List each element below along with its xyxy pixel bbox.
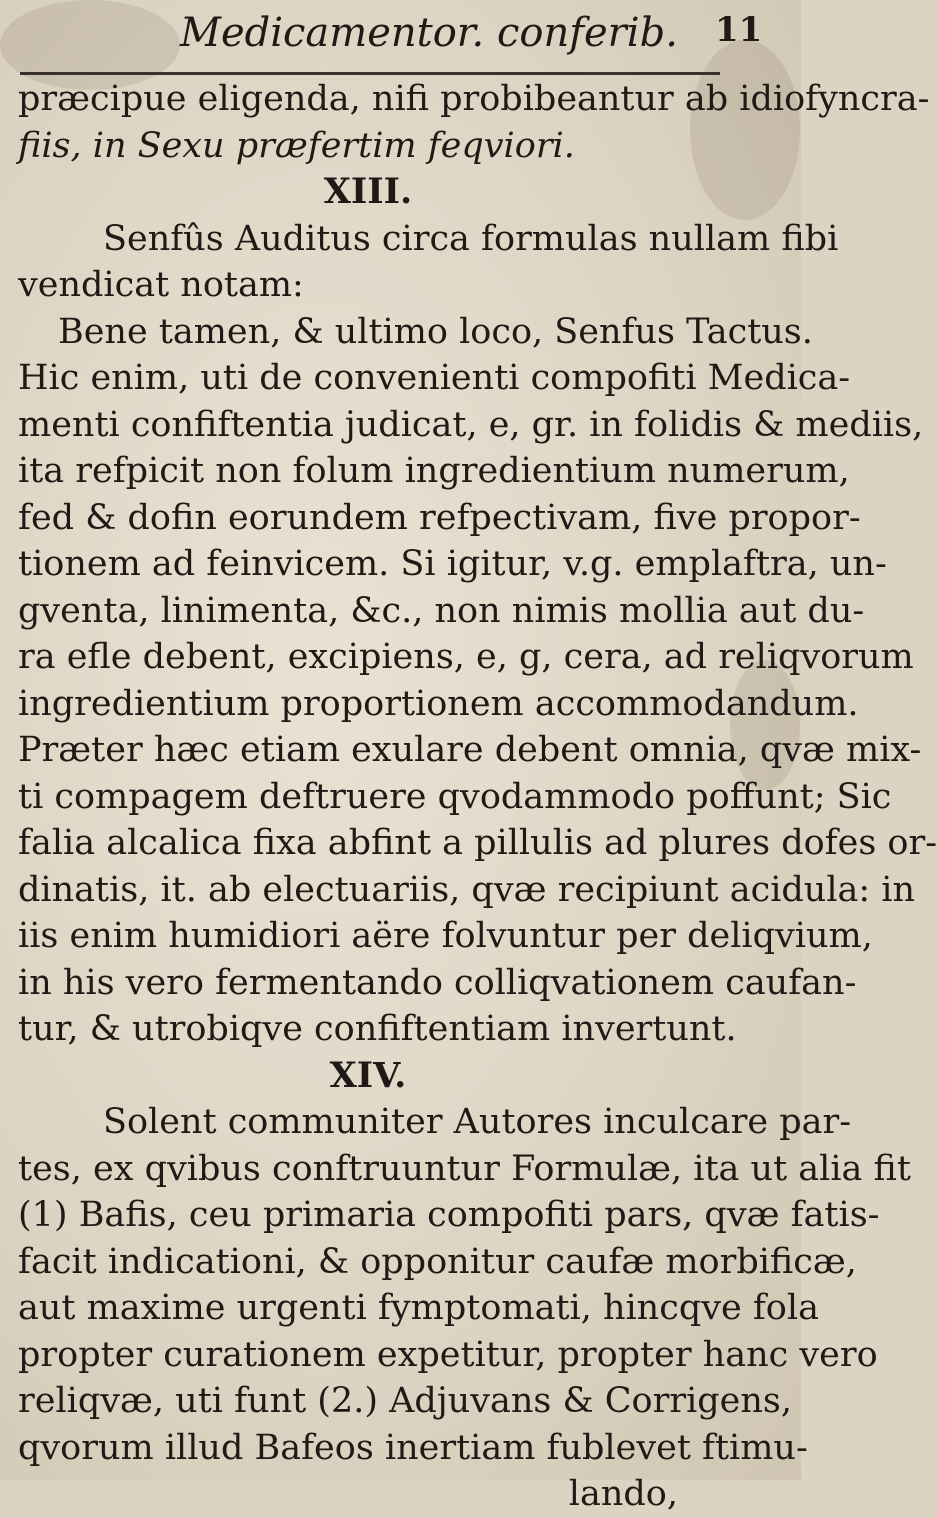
text-line: in his vero fermentando colliqvationem caufan- xyxy=(18,962,857,1003)
text-line: tionem ad feinvicem. Si igitur, v.g. emplaftra, un- xyxy=(18,544,887,584)
running-header xyxy=(180,10,763,70)
text-line: propter curationem expetitur, propter hanc vero xyxy=(18,1334,878,1375)
text-line: dinatis, it. ab electuariis, qvæ recipiunt acidula: in xyxy=(18,869,916,910)
text-line: ingredientium proportionem accommodandum. xyxy=(18,683,859,724)
text-line: Hic enim, uti de convenienti compofiti Medica- xyxy=(18,358,851,398)
text-line: ti compagem deftruere qvodammodo poffunt; Sic xyxy=(18,776,892,817)
running-title: Medicamentor. conferib. xyxy=(180,10,678,56)
catchword: lando, xyxy=(568,1474,678,1514)
text-line: tes, ex qvibus conftruuntur Formulæ, ita ut alia fit xyxy=(18,1148,911,1189)
text-line: Solent communiter Autores inculcare par- xyxy=(103,1102,852,1142)
page-number: 11 xyxy=(715,10,763,50)
text-line: falia alcalica fixa abfint a pillulis ad plures dofes or- xyxy=(18,823,937,863)
header-rule xyxy=(20,72,720,75)
text-line: Præter hæc etiam exulare debent omnia, qvæ mix- xyxy=(18,730,922,770)
text-line: (1) Bafis, ceu primaria compofiti pars, qvæ fatis- xyxy=(18,1195,880,1235)
page-stain xyxy=(730,660,800,790)
text-line: gventa, linimenta, &c., non nimis mollia aut du- xyxy=(18,590,865,631)
section-heading-xiii: XIII. xyxy=(323,171,413,212)
text-line: menti confiftentia judicat, e, gr. in folidis & mediis, xyxy=(18,404,924,445)
text-line: facit indicationi, & opponitur caufæ morbificæ, xyxy=(18,1241,857,1282)
text-line: ita refpicit non folum ingredientium numerum, xyxy=(18,451,850,491)
text-line: aut maxime urgenti fymptomati, hincqve fola xyxy=(18,1288,819,1328)
text-line: tur, & utrobiqve confiftentiam invertunt. xyxy=(18,1009,737,1049)
text-line: iis enim humidiori aëre folvuntur per deliqvium, xyxy=(18,916,873,956)
text-line: fed & dofin eorundem refpectivam, five propor- xyxy=(18,497,861,538)
text-line: vendicat notam: xyxy=(18,265,304,305)
text-line: Bene tamen, & ultimo loco, Senfus Tactus. xyxy=(58,311,813,352)
text-line: reliqvæ, uti funt (2.) Adjuvans & Corrigens, xyxy=(18,1381,793,1421)
text-line: præcipue eligenda, nifi probibeantur ab idiofyncra- xyxy=(18,79,930,119)
text-line: ra efle debent, excipiens, e, g, cera, ad reliqvorum xyxy=(18,637,914,677)
section-heading-xiv: XIV. xyxy=(329,1054,407,1096)
text-line: qvorum illud Bafeos inertiam fublevet ftimu- xyxy=(18,1427,808,1468)
text-line: fiis, in Sexu præfertim feqviori. xyxy=(18,125,575,166)
text-line: Senfûs Auditus circa formulas nullam fibi xyxy=(103,218,839,259)
body-text xyxy=(18,76,937,1518)
